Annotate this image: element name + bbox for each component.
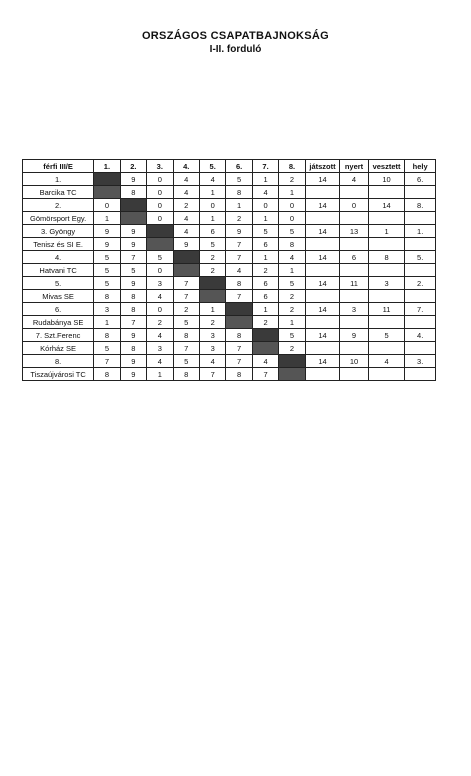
team-name: Rudabánya SE (23, 316, 94, 329)
score-cell: 9 (120, 173, 146, 186)
page-title: ORSZÁGOS CSAPATBAJNOKSÁG (141, 30, 330, 42)
score-cell: 5 (252, 225, 278, 238)
score-cell: 8 (226, 277, 252, 290)
col-header: 2. (120, 160, 146, 173)
team-number: 5. (23, 277, 94, 290)
empty-cell (405, 238, 436, 251)
score-cell: 7 (226, 342, 252, 355)
self-match-cell (94, 173, 120, 186)
score-cell: 1 (147, 368, 173, 381)
score-cell: 0 (147, 173, 173, 186)
col-header: 6. (226, 160, 252, 173)
score-cell: 5 (279, 277, 305, 290)
lost-cell: 10 (368, 173, 405, 186)
score-cell: 6 (252, 238, 278, 251)
score-cell: 5 (173, 355, 199, 368)
empty-cell (340, 342, 368, 355)
team-name: Tenisz és SI E. (23, 238, 94, 251)
lost-cell: 14 (368, 199, 405, 212)
table-row (23, 329, 436, 342)
score-cell: 8 (94, 368, 120, 381)
team-name: Tiszaújvárosi TC (23, 368, 94, 381)
score-cell: 1 (94, 316, 120, 329)
self-match-cell (226, 316, 252, 329)
empty-cell (405, 290, 436, 303)
self-match-cell (147, 238, 173, 251)
table-row (23, 368, 436, 381)
header (0, 30, 471, 56)
score-cell: 7 (226, 355, 252, 368)
empty-cell (368, 212, 405, 225)
score-cell: 9 (120, 329, 146, 342)
score-cell: 4 (173, 212, 199, 225)
score-cell: 7 (226, 290, 252, 303)
score-cell: 8 (120, 342, 146, 355)
score-cell: 8 (173, 329, 199, 342)
table-row (23, 264, 436, 277)
empty-cell (405, 368, 436, 381)
score-cell: 0 (279, 212, 305, 225)
score-cell: 7 (94, 355, 120, 368)
table-row (23, 316, 436, 329)
team-name: Gömörsport Egy. (23, 212, 94, 225)
score-cell: 1 (226, 199, 252, 212)
corner-header: férfi III/E (23, 160, 94, 173)
score-cell: 2 (226, 212, 252, 225)
self-match-cell (173, 251, 199, 264)
score-cell: 8 (120, 290, 146, 303)
lost-cell: 8 (368, 251, 405, 264)
score-cell: 0 (279, 199, 305, 212)
empty-cell (368, 290, 405, 303)
table-row (23, 277, 436, 290)
score-cell: 4 (199, 355, 225, 368)
empty-cell (340, 238, 368, 251)
score-cell: 2 (279, 173, 305, 186)
empty-cell (305, 212, 340, 225)
empty-cell (405, 342, 436, 355)
score-cell: 7 (173, 277, 199, 290)
stat-header-place: hely (405, 160, 436, 173)
score-cell: 0 (147, 303, 173, 316)
score-cell: 4 (279, 251, 305, 264)
score-cell: 4 (252, 186, 278, 199)
score-cell: 1 (199, 303, 225, 316)
self-match-cell (252, 329, 278, 342)
played-cell: 14 (305, 225, 340, 238)
col-header: 7. (252, 160, 278, 173)
empty-cell (368, 264, 405, 277)
score-cell: 4 (147, 290, 173, 303)
score-cell: 1 (94, 212, 120, 225)
score-cell: 2 (279, 342, 305, 355)
score-cell: 9 (120, 225, 146, 238)
score-cell: 4 (147, 329, 173, 342)
empty-cell (305, 264, 340, 277)
score-cell: 8 (120, 186, 146, 199)
won-cell: 4 (340, 173, 368, 186)
lost-cell: 5 (368, 329, 405, 342)
score-cell: 9 (120, 277, 146, 290)
played-cell: 14 (305, 199, 340, 212)
team-number: 2. (23, 199, 94, 212)
stat-header-played: játszott (305, 160, 340, 173)
played-cell: 14 (305, 329, 340, 342)
score-cell: 4 (147, 355, 173, 368)
score-cell: 3 (147, 342, 173, 355)
team-name: Barcika TC (23, 186, 94, 199)
place-cell: 2. (405, 277, 436, 290)
empty-cell (305, 316, 340, 329)
score-cell: 1 (199, 186, 225, 199)
team-number: 3. Gyöngy (23, 225, 94, 238)
score-cell: 5 (279, 329, 305, 342)
score-cell: 0 (147, 212, 173, 225)
table-row (23, 212, 436, 225)
empty-cell (340, 316, 368, 329)
played-cell: 14 (305, 251, 340, 264)
score-cell: 2 (173, 303, 199, 316)
score-cell: 5 (94, 277, 120, 290)
empty-cell (405, 316, 436, 329)
score-cell: 7 (173, 290, 199, 303)
won-cell: 10 (340, 355, 368, 368)
score-cell: 4 (199, 173, 225, 186)
table-row (23, 303, 436, 316)
score-cell: 1 (279, 316, 305, 329)
table-row (23, 225, 436, 238)
score-cell: 4 (173, 173, 199, 186)
played-cell: 14 (305, 303, 340, 316)
score-cell: 8 (173, 368, 199, 381)
score-cell: 1 (252, 251, 278, 264)
empty-cell (405, 212, 436, 225)
team-name: Hatvani TC (23, 264, 94, 277)
place-cell: 6. (405, 173, 436, 186)
empty-cell (305, 238, 340, 251)
empty-cell (340, 186, 368, 199)
empty-cell (368, 316, 405, 329)
score-cell: 1 (279, 264, 305, 277)
score-cell: 1 (199, 212, 225, 225)
table-row (23, 251, 436, 264)
score-cell: 8 (226, 368, 252, 381)
score-cell: 3 (147, 277, 173, 290)
place-cell: 4. (405, 329, 436, 342)
empty-cell (368, 368, 405, 381)
score-cell: 7 (120, 251, 146, 264)
stat-header-lost: vesztett (368, 160, 405, 173)
team-name: Kórház SE (23, 342, 94, 355)
won-cell: 11 (340, 277, 368, 290)
place-cell: 7. (405, 303, 436, 316)
page-subtitle: I-II. forduló (209, 44, 262, 55)
score-cell: 9 (120, 238, 146, 251)
score-cell: 9 (173, 238, 199, 251)
score-cell: 7 (226, 238, 252, 251)
lost-cell: 1 (368, 225, 405, 238)
score-cell: 5 (226, 173, 252, 186)
score-cell: 0 (147, 199, 173, 212)
table-row (23, 238, 436, 251)
score-cell: 2 (147, 316, 173, 329)
score-cell: 4 (226, 264, 252, 277)
empty-cell (340, 264, 368, 277)
team-number: 7. Szt.Ferenc (23, 329, 94, 342)
score-cell: 7 (226, 251, 252, 264)
score-cell: 6 (252, 277, 278, 290)
empty-cell (405, 264, 436, 277)
table-row (23, 173, 436, 186)
team-number: 8. (23, 355, 94, 368)
score-cell: 8 (226, 329, 252, 342)
table-row (23, 342, 436, 355)
table-row (23, 199, 436, 212)
score-cell: 7 (199, 368, 225, 381)
place-cell: 5. (405, 251, 436, 264)
team-number: 6. (23, 303, 94, 316)
self-match-cell (279, 355, 305, 368)
score-cell: 5 (94, 342, 120, 355)
score-cell: 3 (199, 329, 225, 342)
score-cell: 0 (252, 199, 278, 212)
lost-cell: 11 (368, 303, 405, 316)
score-cell: 8 (226, 186, 252, 199)
self-match-cell (94, 186, 120, 199)
score-cell: 9 (120, 355, 146, 368)
score-cell: 8 (120, 303, 146, 316)
score-cell: 0 (147, 186, 173, 199)
empty-cell (405, 186, 436, 199)
score-cell: 5 (279, 225, 305, 238)
score-cell: 5 (120, 264, 146, 277)
score-cell: 1 (252, 303, 278, 316)
empty-cell (340, 212, 368, 225)
score-cell: 3 (199, 342, 225, 355)
lost-cell: 4 (368, 355, 405, 368)
self-match-cell (199, 277, 225, 290)
col-header: 1. (94, 160, 120, 173)
team-number: 4. (23, 251, 94, 264)
empty-cell (305, 342, 340, 355)
score-cell: 9 (226, 225, 252, 238)
score-cell: 9 (94, 238, 120, 251)
score-cell: 8 (279, 238, 305, 251)
place-cell: 8. (405, 199, 436, 212)
score-cell: 0 (147, 264, 173, 277)
score-cell: 7 (173, 342, 199, 355)
won-cell: 3 (340, 303, 368, 316)
score-cell: 1 (252, 173, 278, 186)
score-cell: 7 (252, 368, 278, 381)
place-cell: 3. (405, 355, 436, 368)
score-cell: 1 (279, 186, 305, 199)
team-name: Mivas SE (23, 290, 94, 303)
col-header: 5. (199, 160, 225, 173)
results-table (22, 159, 436, 381)
score-cell: 7 (120, 316, 146, 329)
self-match-cell (120, 212, 146, 225)
won-cell: 0 (340, 199, 368, 212)
score-cell: 2 (199, 251, 225, 264)
table-header-row (23, 160, 436, 173)
col-header: 3. (147, 160, 173, 173)
score-cell: 0 (94, 199, 120, 212)
stat-header-won: nyert (340, 160, 368, 173)
score-cell: 9 (94, 225, 120, 238)
table-row (23, 290, 436, 303)
score-cell: 5 (94, 251, 120, 264)
table-row (23, 186, 436, 199)
score-cell: 2 (279, 303, 305, 316)
score-cell: 2 (173, 199, 199, 212)
won-cell: 9 (340, 329, 368, 342)
score-cell: 1 (252, 212, 278, 225)
empty-cell (340, 368, 368, 381)
self-match-cell (120, 199, 146, 212)
place-cell: 1. (405, 225, 436, 238)
self-match-cell (173, 264, 199, 277)
won-cell: 6 (340, 251, 368, 264)
empty-cell (340, 290, 368, 303)
empty-cell (305, 186, 340, 199)
self-match-cell (226, 303, 252, 316)
score-cell: 9 (120, 368, 146, 381)
empty-cell (368, 238, 405, 251)
score-cell: 5 (94, 264, 120, 277)
table-row (23, 355, 436, 368)
score-cell: 4 (173, 225, 199, 238)
played-cell: 14 (305, 173, 340, 186)
empty-cell (368, 342, 405, 355)
score-cell: 8 (94, 329, 120, 342)
empty-cell (305, 290, 340, 303)
empty-cell (305, 368, 340, 381)
score-cell: 2 (252, 264, 278, 277)
col-header: 4. (173, 160, 199, 173)
won-cell: 13 (340, 225, 368, 238)
self-match-cell (199, 290, 225, 303)
self-match-cell (147, 225, 173, 238)
lost-cell: 3 (368, 277, 405, 290)
score-cell: 2 (199, 316, 225, 329)
score-cell: 6 (252, 290, 278, 303)
played-cell: 14 (305, 355, 340, 368)
empty-cell (368, 186, 405, 199)
score-cell: 4 (173, 186, 199, 199)
score-cell: 3 (94, 303, 120, 316)
played-cell: 14 (305, 277, 340, 290)
score-cell: 5 (173, 316, 199, 329)
score-cell: 2 (199, 264, 225, 277)
score-cell: 0 (199, 199, 225, 212)
score-cell: 2 (252, 316, 278, 329)
score-cell: 5 (199, 238, 225, 251)
score-cell: 4 (252, 355, 278, 368)
col-header: 8. (279, 160, 305, 173)
score-cell: 2 (279, 290, 305, 303)
team-number: 1. (23, 173, 94, 186)
self-match-cell (279, 368, 305, 381)
score-cell: 6 (199, 225, 225, 238)
score-cell: 8 (94, 290, 120, 303)
self-match-cell (252, 342, 278, 355)
score-cell: 5 (147, 251, 173, 264)
